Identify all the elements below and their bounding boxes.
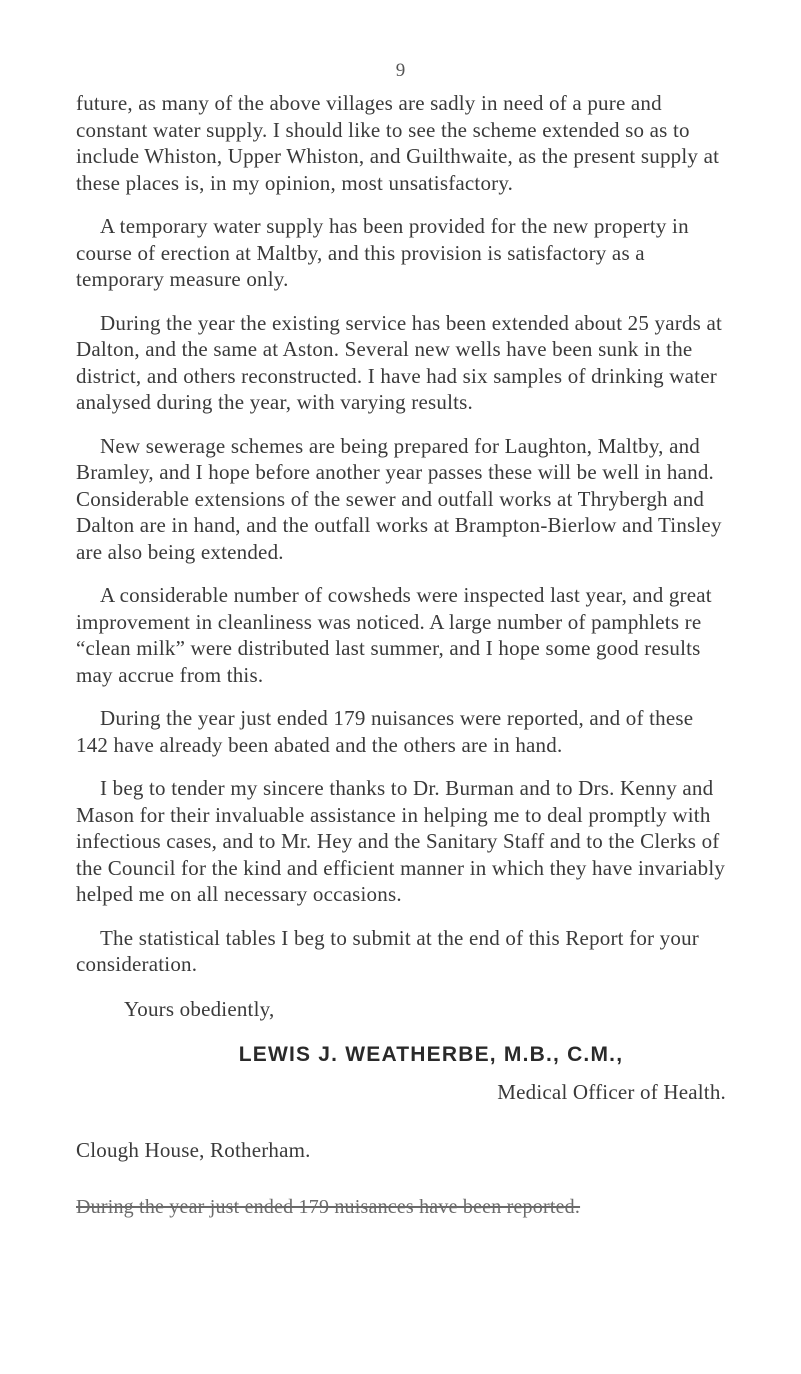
paragraph-statistical-tables: The statistical tables I beg to submit at the end of this Report for your consideration. [76, 925, 699, 976]
letter-body [76, 90, 726, 1220]
page-number: 9 [395, 60, 406, 81]
paragraph-temporary-supply: A temporary water supply has been provided for the new property in course of erection at Maltby, and this provision is satisfactory as a temporary measure only. [76, 214, 689, 291]
paragraph-sewerage-schemes: New sewerage schemes are being prepared for Laughton, Maltby, and Bramley, and I hope before another year passes these will be well in hand. Considerable extensions of the sewer and outfall works at Thrybergh and Dalton are in hand, and the outfall works at Brampton-Bierlow and Tinsley are also being extended. [76, 433, 722, 564]
struck-through-line: During the year just ended 179 nuisances have been reported. [76, 1195, 581, 1218]
paragraph-nuisances: During the year just ended 179 nuisances were reported, and of these 142 have already been abated and the others are in hand. [76, 706, 694, 757]
paragraph-thanks: I beg to tender my sincere thanks to Dr. Burman and to Drs. Kenny and Mason for their invaluable assistance in helping me to deal promptly with infectious cases, and to Mr. Hey and the Sanitary Staff and to the Clerks of the Council for the kind and efficient manner in which they have invariably helped me on all necessary occasions. [76, 776, 726, 906]
paragraph-service-extension: During the year the existing service has been extended about 25 yards at Dalton, and the same at Aston. Several new wells have been sunk in the district, and others reconstructed. I have had six samples of drinking water analysed during the year, with varying results. [76, 310, 723, 414]
sender-address: Clough House, Rotherham. [76, 1138, 311, 1162]
signature-title: Medical Officer of Health. [497, 1079, 726, 1104]
paragraph-cowsheds: A considerable number of cowsheds were inspected last year, and great improvement in cleanliness was noticed. A large number of pamphlets re “clean milk” were distributed last summer, and I hope some good results may accrue from this. [76, 583, 712, 687]
closing-salutation: Yours obediently, [124, 996, 275, 1021]
paragraph-water-supply-scheme: future, as many of the above villages are sadly in need of a pure and constant water supply. I should like to see the scheme extended so as to include Whiston, Upper Whiston, and Guilthwaite, as the present supply at these places is, in my opinion, most unsatisfactory. [76, 91, 720, 195]
signature-name: LEWIS J. WEATHERBE, M.B., C.M., [238, 1043, 624, 1066]
